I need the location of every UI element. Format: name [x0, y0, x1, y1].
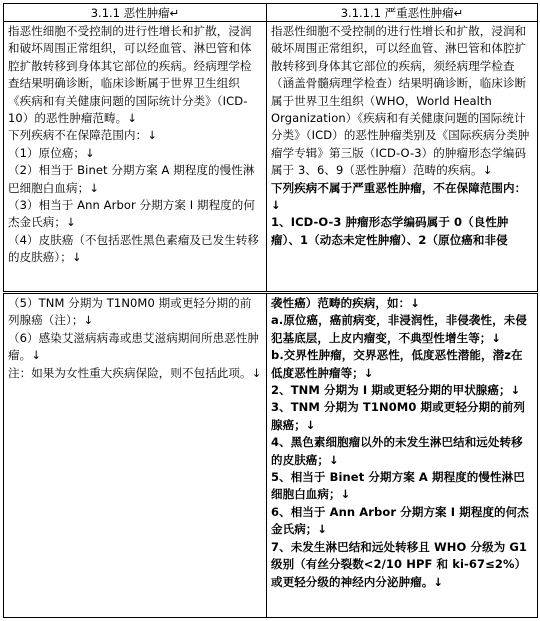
definition-paragraph: 指恶性细胞不受控制的进行性增长和扩散，浸润和破坏周围正常组织，可以经血管、淋巴管和体腔扩散转移到身体其它部位的疾病。经病理学检查结果明确诊断，临床诊断属于世界卫生组织《疾病和有关健康问题的国际统计分类》（ICD-10）的恶性肿瘤范畴。↓	[8, 24, 252, 126]
content-row	[4, 22, 538, 292]
exclusion-item: 3、TNM 分期为 T1N0M0 期或更轻分期的前列腺癌；↓	[271, 400, 525, 432]
exclusion-item: （6）感染艾滋病病毒或患艾滋病期间所患恶性肿瘤。↓	[8, 330, 260, 363]
exclusion-intro: 下列疾病不属于严重恶性肿瘤，不在保障范围内：↓	[271, 180, 527, 213]
exclusion-item: （4）皮肤癌（不包括恶性黑色素瘤及已发生转移的皮肤癌）；↓	[8, 232, 260, 265]
exclusion-item: （1）原位癌；↓	[8, 145, 95, 160]
exclusion-item: （5）TNM 分期为 T1N0M0 期或更轻分期的前列腺癌（注）；↓	[8, 296, 252, 328]
top-comparison-table	[3, 3, 538, 292]
exclusion-item: 4、黑色素细胞瘤以外的未发生淋巴结和远处转移的皮肤癌；↓	[271, 435, 523, 467]
left-cell	[4, 294, 267, 618]
header-row	[4, 4, 538, 22]
content-row	[4, 294, 538, 618]
exclusion-intro: 下列疾病不在保障范围内：↓	[8, 128, 157, 143]
right-cell	[267, 22, 538, 292]
bottom-comparison-table	[3, 293, 538, 618]
exclusion-item: 袭性癌）范畴的疾病，如：↓	[271, 296, 420, 310]
exclusion-item: 2、TNM 分期为 I 期或更轻分期的甲状腺癌；↓	[271, 383, 521, 398]
exclusion-item: （2）相当于 Binet 分期方案 A 期程度的慢性淋巴细胞白血病；↓	[8, 163, 255, 195]
right-cell	[267, 294, 538, 618]
exclusion-item: 5、相当于 Binet 分期方案 A 期程度的慢性淋巴细胞白血病；↓	[271, 470, 525, 502]
exclusion-item: 7、未发生淋巴结和远处转移且 WHO 分级为 G1 级别（有丝分裂数<2/10 HPF 和 ki-67≤2%）或更轻分级的神经内分泌肿瘤。↓	[271, 539, 528, 589]
footnote: 注：如果为女性重大疾病保险，则不包括此项。↓	[8, 365, 262, 380]
exclusion-item: 1、ICD-O-3 肿瘤形态学编码属于 0（良性肿瘤）、1（动态未定性肿瘤）、2（原位癌和非侵	[271, 215, 509, 247]
exclusion-item: b.交界性肿瘤，交界恶性，低度恶性潜能，潜z在低度恶性肿瘤等；↓	[271, 348, 523, 380]
left-cell	[4, 22, 267, 292]
definition-paragraph: 指恶性细胞不受控制的进行性增长和扩散，浸润和破坏周围正常组织，可以经血管、淋巴管和体腔扩散转移到身体其它部位的疾病，须经病理学检查（涵盖骨髓病理学检查）结果明确诊断，临床诊断属于世界卫生组织（WHO，World Health Organization）《疾病和有关健康问题的国际统计分类》（ICD）的恶性肿瘤类别及《国际疾病分类肿瘤学专辑》第三版（ICD-O-3）的肿瘤形态学编码属于 3、6、9（恶性肿瘤）范畴的疾病。↓	[271, 24, 530, 178]
exclusion-item: （3）相当于 Ann Arbor 分期方案 I 期程度的何杰金氏病；↓	[8, 198, 255, 230]
left-header: 3.1.1 恶性肿瘤↵	[4, 4, 267, 22]
exclusion-item: 6、相当于 Ann Arbor 分期方案 I 期程度的何杰金氏病；↓	[271, 504, 529, 537]
exclusion-item: a.原位癌，癌前病变，非浸润性，非侵袭性，未侵犯基底层，上皮内瘤变，不典型性增生等；↓	[271, 313, 527, 345]
right-header: 3.1.1.1 严重恶性肿瘤↵	[267, 4, 538, 22]
